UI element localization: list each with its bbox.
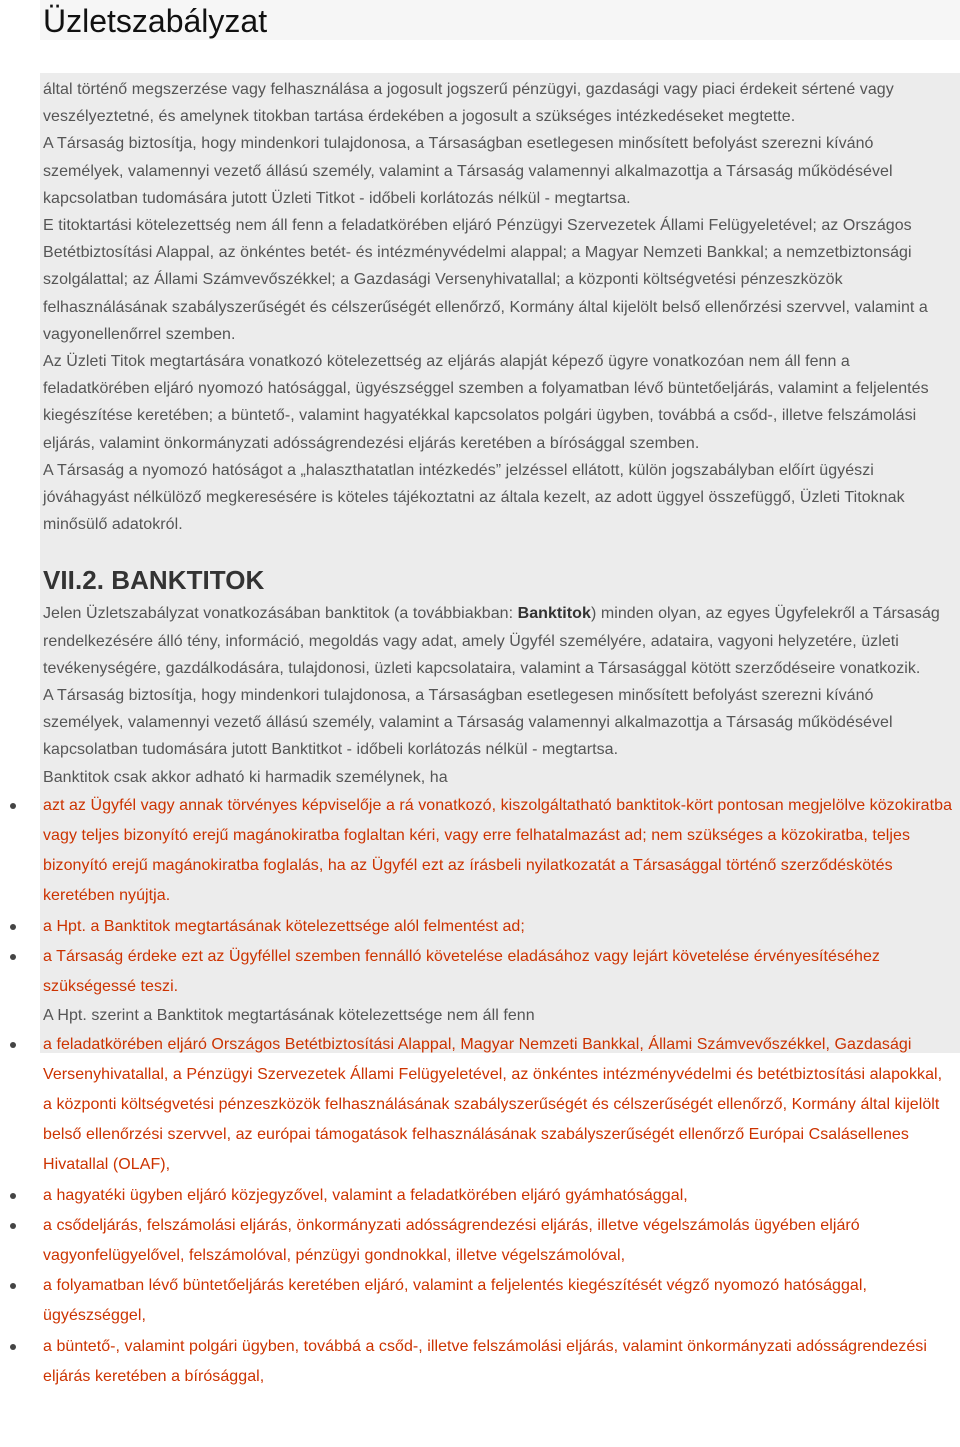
section-heading: VII.2. BANKTITOK <box>43 565 265 596</box>
paragraph-definition <box>43 600 955 682</box>
paragraph: A Hpt. szerint a Banktitok megtartásának kötelezettsége nem áll fenn <box>43 1007 535 1025</box>
text: Jelen Üzletszabályzat vonatkozásában banktitok (a továbbiakban: <box>43 605 518 623</box>
paragraph: Az Üzleti Titok megtartására vonatkozó kötelezettség az eljárás alapját képező ügyre vonatkozóan nem áll fenn a feladatkörében eljáró nyomozó hatósággal, ügyészséggel szemben a folyamatban lévő büntetőeljárás, valamint a feljelentés kiegészítése keretében; a büntető-, valamint hagyatékkal kapcsolatos polgári ügyben, továbbá a csőd-, illetve felszámolási eljárás, valamint önkormányzati adósságrendezési eljárás keretében a bírósággal szemben. <box>43 353 929 452</box>
list-item: a büntető-, valamint polgári ügyben, továbbá a csőd-, illetve felszámolási eljárás, valamint önkormányzati adósságrendezési eljárás keretében a bírósággal, <box>43 1332 955 1392</box>
list-item: a Társaság érdeke ezt az Ügyféllel szemben fennálló követelése eladásához vagy lejárt követelése érvényesítéséhez szükségessé teszi. <box>43 942 955 1002</box>
text: ) minden olyan, az egyes Ügyfelekről a Társaság rendelkezésére álló tény, információ, megoldás vagy adat, amely Ügyfél személyére, adataira, vagyoni helyzetére, üzleti tevékenységére, gazdálkodására, tulajdonosi, üzleti kapcsolataira, valamint a Társasággal kötött szerződéseire vonatkozik. <box>43 605 940 677</box>
bullet-list-disclosure <box>43 791 955 1002</box>
list-item: a csődeljárás, felszámolási eljárás, önkormányzati adósságrendezési eljárás, illetve végelszámolás ügyében eljáró vagyonfelügyelővel, felszámolóval, pénzügyi gondnokkal, illetve végelszámolóval, <box>43 1211 955 1271</box>
bold-term: Banktitok <box>517 605 591 623</box>
list-item: a Hpt. a Banktitok megtartásának kötelezettsége alól felmentést ad; <box>43 912 955 942</box>
list-item: a feladatkörében eljáró Országos Betétbiztosítási Alappal, Magyar Nemzeti Bankkal, Állami Számvevőszékkel, Gazdasági Versenyhivatallal, a Pénzügyi Szervezetek Állami Felügyeletével, az önkéntes intézményvédelmi és betétbiztosítási alapokkal, a központi költségvetési pénzeszközök felhasználásának szabályszerűségét és célszerűségét ellenőrző, Kormány által kijelölt belső ellenőrzési szervvel, az európai támogatások felhasználásának szabályszerűségét ellenőrző Európai Csalásellenes Hivatallal (OLAF), <box>43 1030 955 1181</box>
list-item: azt az Ügyfél vagy annak törvényes képviselője a rá vonatkozó, kiszolgáltatható banktitok-kört pontosan megjelölve közokiratba vagy teljes bizonyító erejű magánokiratba foglaltan kéri, vagy erre felhatalmazást ad; nem szükséges a közokiratba, teljes bizonyító erejű magánokiratba foglalás, ha az Ügyfél ezt az írásbeli nyilatkozatát a Társasággal történő szerződéskötés keretében nyújtja. <box>43 791 955 912</box>
paragraph: A Társaság a nyomozó hatóságot a „halaszthatatlan intézkedés” jelzéssel ellátott, külön jogszabályban előírt ügyészi jóváhagyást nélkülöző megkeresésére is köteles tájékoztatni az általa kezelt, az adott üggyel összefüggő, Üzleti Titoknak minősülő adatokról. <box>43 461 905 534</box>
page-title: Üzletszabályzat <box>43 3 268 39</box>
bullet-list-exemptions <box>43 1030 955 1392</box>
paragraph: által történő megszerzése vagy felhasználása a jogosult jogszerű pénzügyi, gazdasági vagy piaci érdekeit sértené vagy veszélyeztetné, és amelynek titokban tartása érdekében a jogosult a szükséges intézkedéseket megtette. <box>43 81 894 126</box>
paragraph: Banktitok csak akkor adható ki harmadik személynek, ha <box>43 768 448 786</box>
document-body <box>43 76 955 1392</box>
paragraph: A Társaság biztosítja, hogy mindenkori tulajdonosa, a Társaságban esetlegesen minősített befolyást szerezni kívánó személyek, valamennyi vezető állású személy, valamint a Társaság valamennyi alkalmazottja a Társaság működésével kapcsolatban tudomására jutott Banktitkot - időbeli korlátozás nélkül - megtartsa. <box>43 687 893 759</box>
paragraph: E titoktartási kötelezettség nem áll fenn a feladatkörében eljáró Pénzügyi Szervezetek Állami Felügyeletével; az Országos Betétbiztosítási Alappal, az önkéntes betét- és intézményvédelmi alappal; a Magyar Nemzeti Bankkal; a nemzetbiztonsági szolgálattal; az Állami Számvevőszékkel; a Gazdasági Versenyhivatallal; a központi költségvetési pénzeszközök felhasználásának szabályszerűségét és célszerűségét ellenőrző, Kormány által kijelölt belső ellenőrzési szervvel, valamint a vagyonellenőrrel szemben. <box>43 217 928 343</box>
paragraph: A Társaság biztosítja, hogy mindenkori tulajdonosa, a Társaságban esetlegesen minősített befolyást szerezni kívánó személyek, valamennyi vezető állású személy, valamint a Társaság valamennyi alkalmazottja a Társaság működésével kapcsolatban tudomására jutott Üzleti Titkot - időbeli korlátozás nélkül - megtartsa. <box>43 135 893 207</box>
list-item: a hagyatéki ügyben eljáró közjegyzővel, valamint a feladatkörében eljáró gyámhatósággal, <box>43 1181 955 1211</box>
list-item: a folyamatban lévő büntetőeljárás keretében eljáró, valamint a feljelentés kiegészítését végző nyomozó hatósággal, ügyészséggel, <box>43 1271 955 1331</box>
